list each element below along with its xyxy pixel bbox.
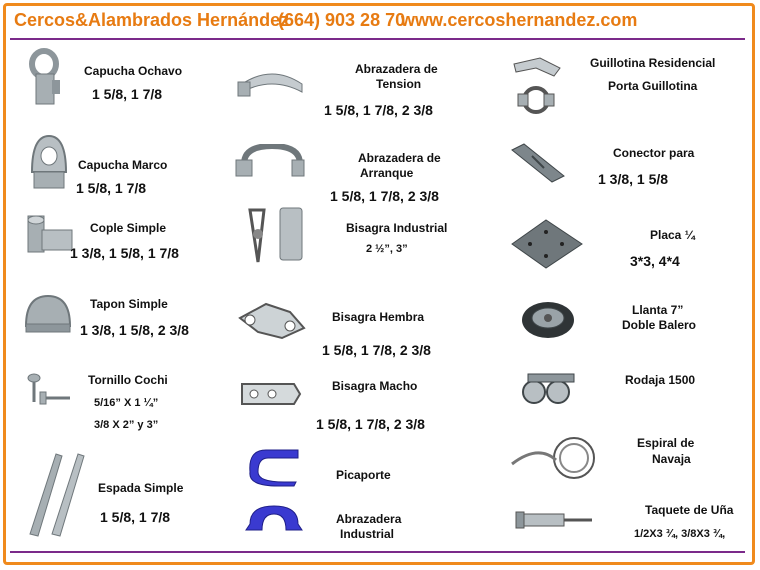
product-name-1: Guillotina Residencial (590, 56, 716, 70)
llanta-icon (518, 298, 578, 342)
product-sizes: 1 5/8, 1 7/8, 2 3/8 (316, 416, 425, 432)
product-sizes: 1 5/8, 1 7/8 (76, 180, 147, 196)
product-name: Tornillo Cochi (88, 373, 168, 387)
product-sizes: 1 5/8, 1 7/8, 2 3/8 (322, 342, 431, 358)
product-name-2: Tension (376, 77, 422, 91)
product-name: Taquete de Uña (645, 503, 734, 517)
product-sizes: 2 ½”, 3” (366, 243, 408, 255)
product-name: Tapon Simple (90, 297, 168, 311)
footer-divider (10, 551, 745, 553)
espada-simple-icon (22, 450, 88, 540)
product-name: Capucha Marco (78, 158, 168, 172)
product-name: Rodaja 1500 (625, 373, 696, 387)
product-name: Capucha Ochavo (84, 64, 183, 78)
product-name: Bisagra Macho (332, 379, 418, 393)
company-name: Cercos&Alambrados Hernández (14, 10, 290, 30)
cople-simple-icon (24, 212, 76, 258)
product-name-1: Llanta 7” (632, 303, 684, 317)
product-name: Placa ¼ (650, 228, 695, 242)
abrazadera-industrial-icon (244, 502, 306, 538)
capucha-ochavo-icon (26, 44, 72, 110)
product-name: Bisagra Hembra (332, 310, 425, 324)
tapon-simple-icon (22, 292, 74, 338)
abrazadera-arranque-icon (234, 144, 308, 184)
header-divider (10, 38, 745, 40)
product-sizes: 1/2X3 ¾, 3/8X3 ¾, (634, 528, 726, 540)
abrazadera-tension-icon (236, 70, 308, 106)
product-name: Bisagra Industrial (346, 221, 448, 235)
capucha-marco-icon (26, 132, 72, 192)
taquete-icon (514, 506, 596, 536)
product-sizes: 1 5/8, 1 7/8 (100, 509, 171, 525)
product-sizes: 1 5/8, 1 7/8, 2 3/8 (324, 102, 433, 118)
product-name-2: Industrial (340, 527, 395, 541)
product-name-1: Abrazadera de (355, 62, 438, 76)
product-sizes: 1 3/8, 1 5/8 (598, 171, 669, 187)
placa-icon (508, 216, 586, 272)
rodaja-icon (518, 370, 580, 406)
product-sizes: 1 5/8, 1 7/8, 2 3/8 (330, 188, 439, 204)
product-sizes: 3*3, 4*4 (630, 253, 680, 269)
product-size-2: 3/8 X 2” y 3” (94, 419, 159, 431)
product-name: Picaporte (336, 468, 391, 482)
product-name-1: Abrazadera de (358, 151, 441, 165)
product-name: Conector para (613, 146, 695, 160)
product-name-1: Abrazadera (336, 512, 402, 526)
product-name-2: Arranque (360, 166, 414, 180)
espiral-icon (508, 434, 604, 484)
bisagra-hembra-icon (236, 298, 308, 344)
guillotina-icon (510, 54, 570, 118)
product-sizes: 1 5/8, 1 7/8 (92, 86, 163, 102)
website-link[interactable]: www.cercoshernandez.com (401, 10, 638, 30)
phone-number: (664) 903 28 70 (278, 10, 406, 30)
product-name-1: Espiral de (637, 436, 695, 450)
product-sizes: 1 3/8, 1 5/8, 1 7/8 (70, 245, 179, 261)
bisagra-macho-icon (238, 374, 304, 414)
bisagra-industrial-icon (244, 204, 308, 266)
product-name: Cople Simple (90, 221, 167, 235)
product-size-1: 5/16” X 1 ¼” (94, 397, 159, 409)
product-name-2: Doble Balero (622, 318, 697, 332)
conector-icon (506, 140, 570, 188)
product-name: Espada Simple (98, 481, 184, 495)
product-name-2: Navaja (652, 452, 691, 466)
picaporte-icon (244, 442, 304, 488)
product-name-2: Porta Guillotina (608, 79, 698, 93)
product-sizes: 1 3/8, 1 5/8, 2 3/8 (80, 322, 189, 338)
tornillo-cochi-icon (26, 372, 74, 412)
